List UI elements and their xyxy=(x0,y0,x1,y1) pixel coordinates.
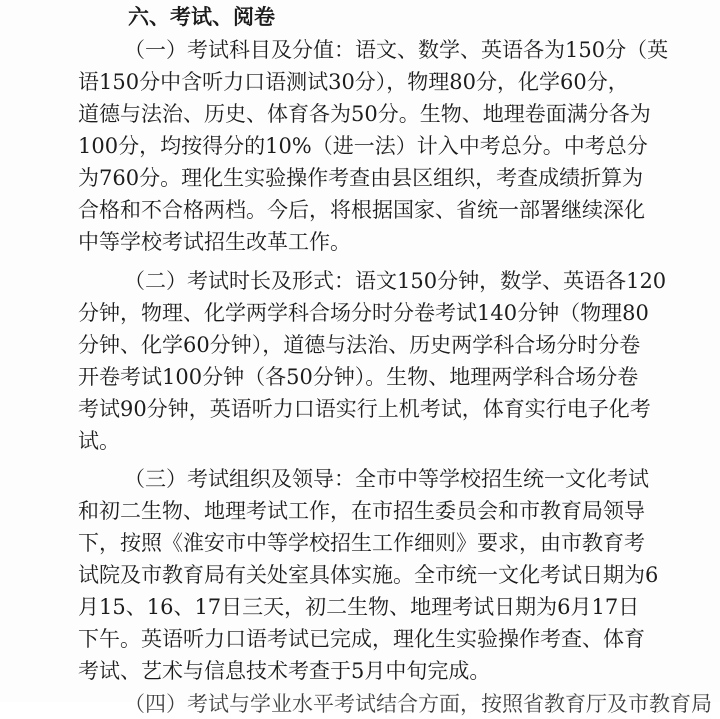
para3-line-4: 试院及市教育局有关处室具体实施。全市统一文化考试日期为6 xyxy=(78,563,659,587)
para3-line-1: （三）考试组织及领导：全市中等学校招生统一文化考试 xyxy=(124,467,649,491)
para3-line-6: 下午。英语听力口语考试已完成，理化生实验操作考查、体育 xyxy=(78,627,645,651)
para2-line-3: 分钟、化学60分钟），道德与法治、历史两学科合场分时分卷 xyxy=(78,333,641,357)
para1-line-3: 道德与法治、历史、体育各为50分。生物、地理卷面满分各为 xyxy=(78,102,651,126)
para2-line-6: 试。 xyxy=(78,429,120,453)
para2-line-1: （二）考试时长及形式：语文150分钟，数学、英语各120 xyxy=(124,269,667,293)
para3-line-3: 下，按照《淮安市中等学校招生工作细则》要求，由市教育考 xyxy=(78,531,645,555)
para1-line-6: 合格和不合格两档。今后，将根据国家、省统一部署继续深化 xyxy=(78,198,645,222)
para2-line-4: 开卷考试100分钟（各50分钟）。生物、地理两学科合场分卷 xyxy=(78,365,639,389)
para1-line-7: 中等学校考试招生改革工作。 xyxy=(78,230,351,254)
para1-line-1: （一）考试科目及分值：语文、数学、英语各为150分（英 xyxy=(124,38,669,62)
para1-line-4: 100分，均按得分的10%（进一法）计入中考总分。中考总分 xyxy=(78,134,648,158)
para4-line-1-partial: （四）考试与学业水平考试结合方面，按照省教育厅及市教育局 xyxy=(124,692,712,716)
para3-line-7: 考试、艺术与信息技术考查于5月中旬完成。 xyxy=(78,659,491,683)
para1-line-2: 语150分中含听力口语测试30分），物理80分，化学60分， xyxy=(78,70,629,94)
section-heading: 六、考试、阅卷 xyxy=(128,4,275,29)
para3-line-2: 和初二生物、地理考试工作，在市招生委员会和市教育局领导 xyxy=(78,499,645,523)
para2-line-5: 考试90分钟，英语听力口语实行上机考试，体育实行电子化考 xyxy=(78,397,651,421)
para1-line-5: 为760分。理化生实验操作考查由县区组织，考查成绩折算为 xyxy=(78,166,644,190)
para2-line-2: 分钟，物理、化学两学科合场分时分卷考试140分钟（物理80 xyxy=(78,301,649,325)
para3-line-5: 月15、16、17日三天，初二生物、地理考试日期为6月17日 xyxy=(78,595,640,619)
